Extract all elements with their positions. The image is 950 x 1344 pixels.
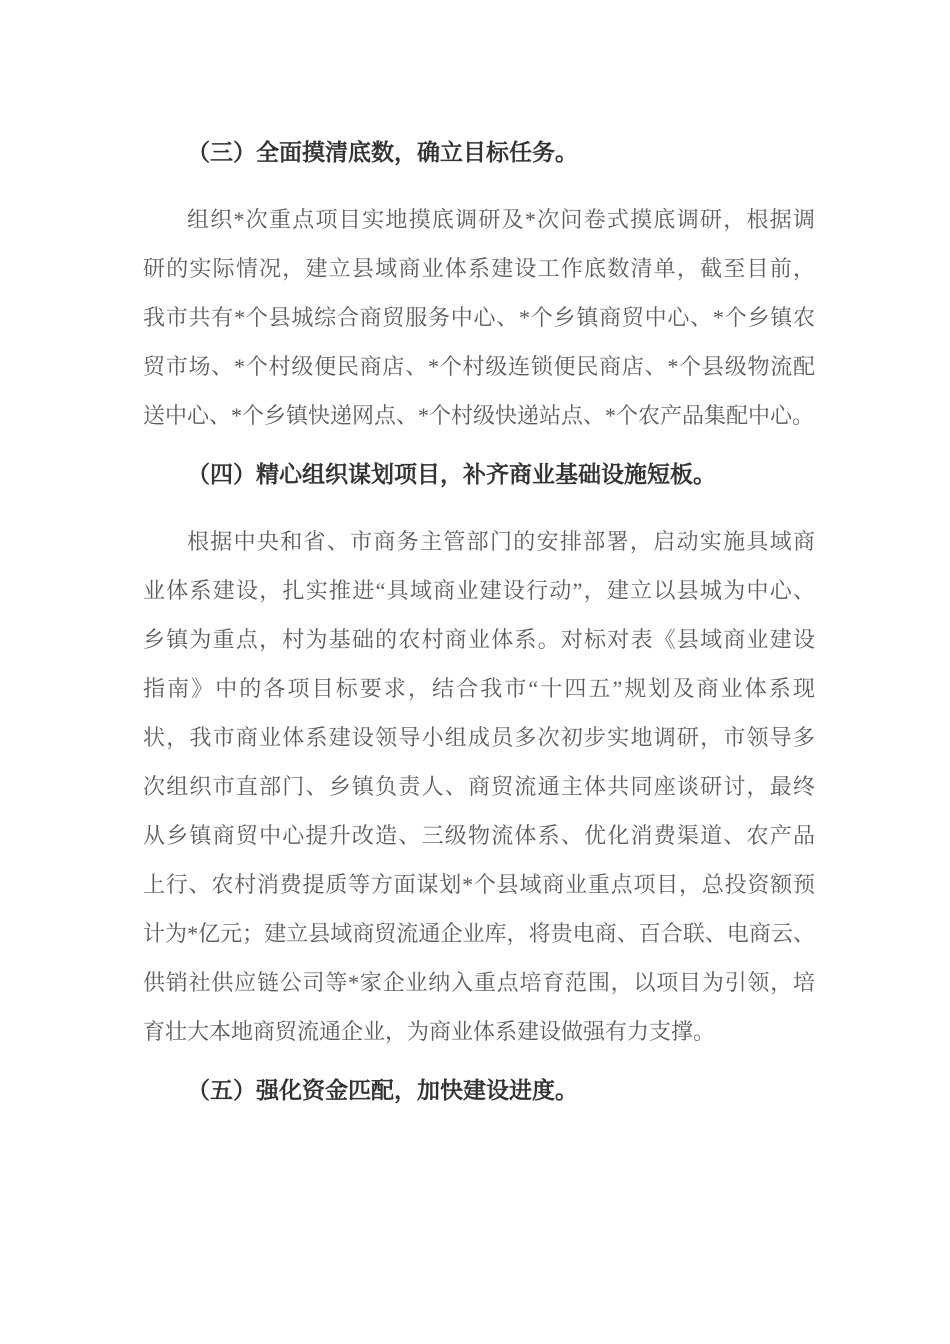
text-line: 乡镇为重点，村为基础的农村商业体系。对标对表《县域商业建设 [143, 627, 815, 652]
text-line: 状，我市商业体系建设领导小组成员多次初步实地调研，市领导多 [143, 725, 815, 750]
text-line: 上行、农村消费提质等方面谋划*个县域商业重点项目，总投资额预 [143, 872, 815, 897]
text-line: 组织*次重点项目实地摸底调研及*次问卷式摸底调研，根据调 [187, 207, 815, 232]
section-heading-3: （三）全面摸清底数，确立目标任务。 [187, 140, 578, 165]
text-line: 育壮大本地商贸流通企业，为商业体系建设做强有力支撑。 [143, 1019, 716, 1044]
text-line: 根据中央和省、市商务主管部门的安排部署，启动实施具域商 [187, 529, 815, 554]
text-line: 我市共有*个县城综合商贸服务中心、*个乡镇商贸中心、*个乡镇农 [143, 305, 815, 330]
text-line: 贸市场、*个村级便民商店、*个村级连锁便民商店、*个县级物流配 [143, 354, 815, 379]
text-line: 指南》中的各项目标要求，结合我市“十四五”规划及商业体系现 [143, 676, 815, 701]
text-line: 供销社供应链公司等*家企业纳入重点培育范围，以项目为引领，培 [143, 970, 815, 995]
text-line: 计为*亿元；建立县域商贸流通企业库，将贵电商、百合联、电商云、 [143, 921, 815, 946]
text-line: 从乡镇商贸中心提升改造、三级物流体系、优化消费渠道、农产品 [143, 823, 815, 848]
section-heading-5: （五）强化资金匹配，加快建设进度。 [187, 1078, 578, 1103]
text-line: 送中心、*个乡镇快递网点、*个村级快递站点、*个农产品集配中心。 [143, 403, 815, 428]
text-line: 业体系建设，扎实推进“具域商业建设行动”，建立以县城为中心、 [143, 578, 815, 603]
paragraph-project-planning [143, 517, 815, 1056]
section-heading-4: （四）精心组织谋划项目，补齐商业基础设施短板。 [187, 462, 716, 487]
text-line: 次组织市直部门、乡镇负责人、商贸流通主体共同座谈研讨，最终 [143, 774, 815, 799]
text-line: 研的实际情况，建立县域商业体系建设工作底数清单，截至目前， [143, 256, 815, 281]
paragraph-survey-baseline [143, 195, 815, 440]
